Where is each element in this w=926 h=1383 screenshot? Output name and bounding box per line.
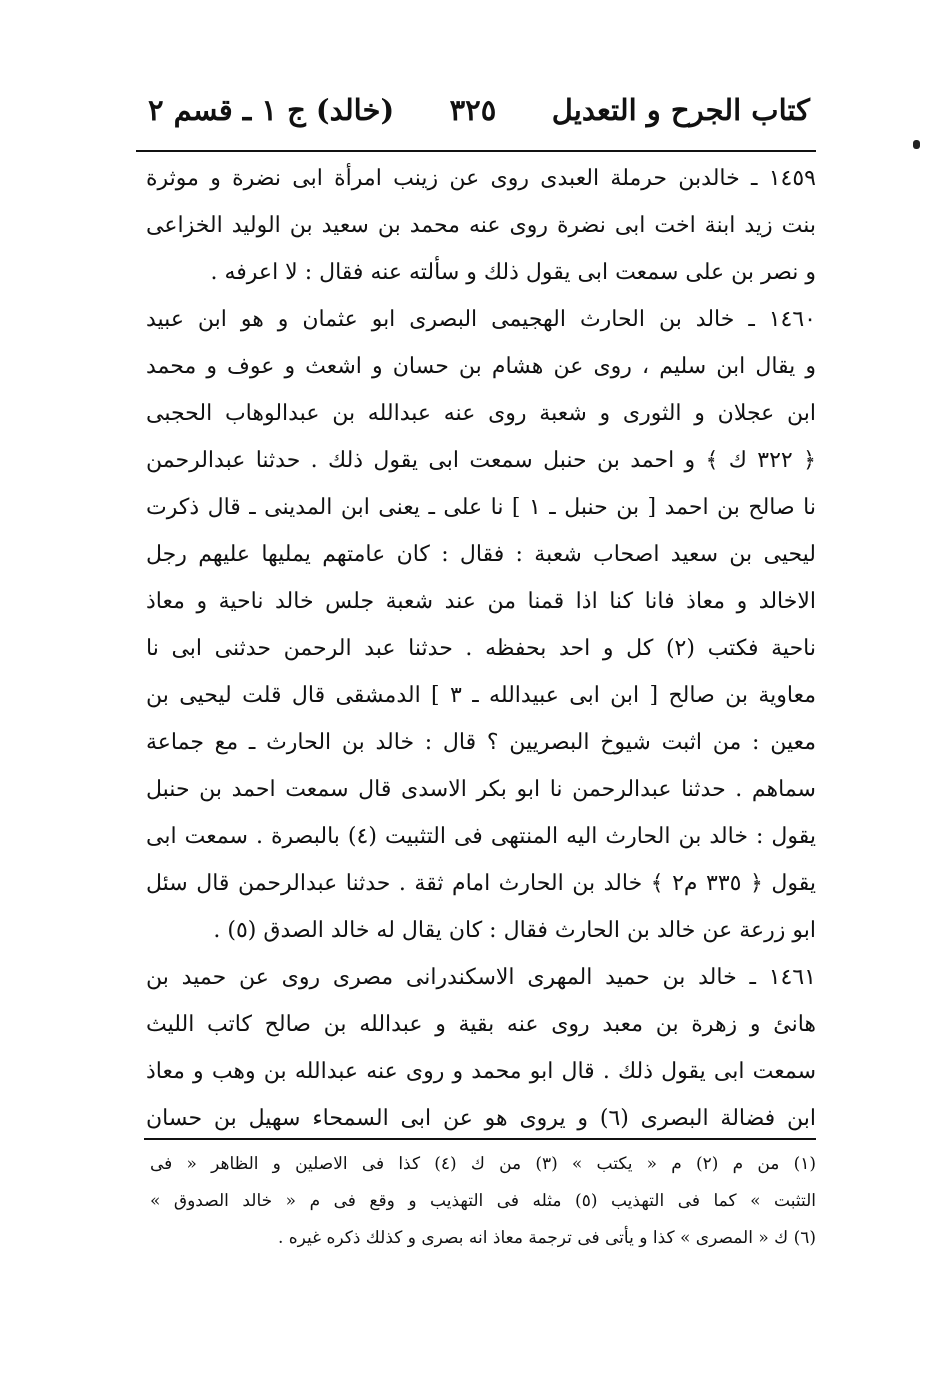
margin-mark [913,140,920,149]
text-line: سمعت ابى يقول ذلك . قال ابو محمد و روى عنه عبدالله بن وهب و معاذ [146,1059,816,1084]
text-line: سماهم . حدثنا عبدالرحمن نا ابو بكر الاسدى قال سمعت احمد بن حنبل [146,777,816,802]
text-line: و نصر بن على سمعت ابى يقول ذلك و سألته عنه فقال : لا اعرفه . [210,260,816,285]
footnote-line: (٦) ك « المصرى » كذا و يأتى فى ترجمة معاذ انه بصرى و كذلك ذكره غيره . [277,1228,816,1248]
main-text [146,155,816,1142]
text-line: معاوية بن صالح [ ابن ابى عبيدالله ـ ٣ ] الدمشقى قال قلت ليحيى بن [146,683,816,708]
text-line: ليحيى بن سعيد اصحاب شعبة : فقال : كان عامتهم يمليها عليهم رجل [146,542,816,567]
footnote-rule [144,1138,816,1140]
text-line: ١٤٦٠ ـ خالد بن الحارث الهجيمى البصرى ابو عثمان و هو ابن عبيد [146,307,816,332]
text-line: بنت زيد ابنة اخت ابى نضرة روى عنه محمد بن سعيد بن الوليد الخزاعى [146,213,816,238]
header-rule [136,150,816,152]
text-line: الاخالد و معاذ فانا كنا اذا قمنا من عند شعبة جلس خالد ناحية و معاذ [146,589,816,614]
text-line: ابن فضالة البصرى (٦) و يروى هو عن ابى السمحاء سهيل بن حسان [146,1106,816,1131]
text-line: ناحية فكتب (٢) كل و احد بحفظه . حدثنا عبد الرحمن حدثنى ابى نا [146,636,816,661]
text-line: ١٤٦١ ـ خالد بن حميد المهرى الاسكندرانى مصرى روى عن حميد بن [146,965,816,990]
book-title: كتاب الجرح و التعديل [551,93,810,127]
footnote-line: (١) من م (٢) م « يكتب » (٣) من ك (٤) كذا فى الاصلين و الظاهر « فى [150,1154,816,1174]
footnote-line: التثبت » كما فى التهذيب (٥) مثله فى التهذيب و وقع فى م « خالد الصدوق » [150,1191,816,1211]
text-line: ﴿ ٣٢٢ ك ﴾ و احمد بن حنبل سمعت ابى يقول ذلك . حدثنا عبدالرحمن [146,448,816,473]
text-line: ابو زرعة عن خالد بن الحارث فقال : كان يقال له خالد الصدق (٥) . [213,918,816,943]
text-line: يقول ﴿ ٣٣٥ م٢ ﴾ خالد بن الحارث امام ثقة . حدثنا عبدالرحمن قال سئل [146,871,816,896]
text-line: معين : من اثبت شيوخ البصريين ؟ قال : خالد بن الحارث ـ مع جماعة [146,730,816,755]
text-line: و يقال ابن سليم ، روى عن هشام بن حسان و اشعث و عوف و محمد [146,354,816,379]
footnotes [150,1146,816,1257]
text-line: ابن عجلان و الثورى و شعبة روى عنه عبدالله بن عبدالوهاب الحجبى [146,401,816,426]
text-line: هانئ و زهرة بن معبد روى عنه بقية و عبدالله بن صالح كاتب الليث [146,1012,816,1037]
text-line: يقول : خالد بن الحارث اليه المنتهى فى التثبيت (٤) بالبصرة . سمعت ابى [146,824,816,849]
page-number: ٣٢٥ [449,93,497,127]
text-line: ١٤٥٩ ـ خالدبن حرملة العبدى روى عن زينب امرأة ابى نضرة و موثرة [146,166,816,191]
page-header [148,86,810,134]
section-label: (خالد) ج ١ ـ قسم ٢ [148,93,395,127]
text-line: نا صالح بن احمد [ بن حنبل ـ ١ ] نا على ـ يعنى ابن المدينى ـ قال ذكرت [146,495,816,520]
